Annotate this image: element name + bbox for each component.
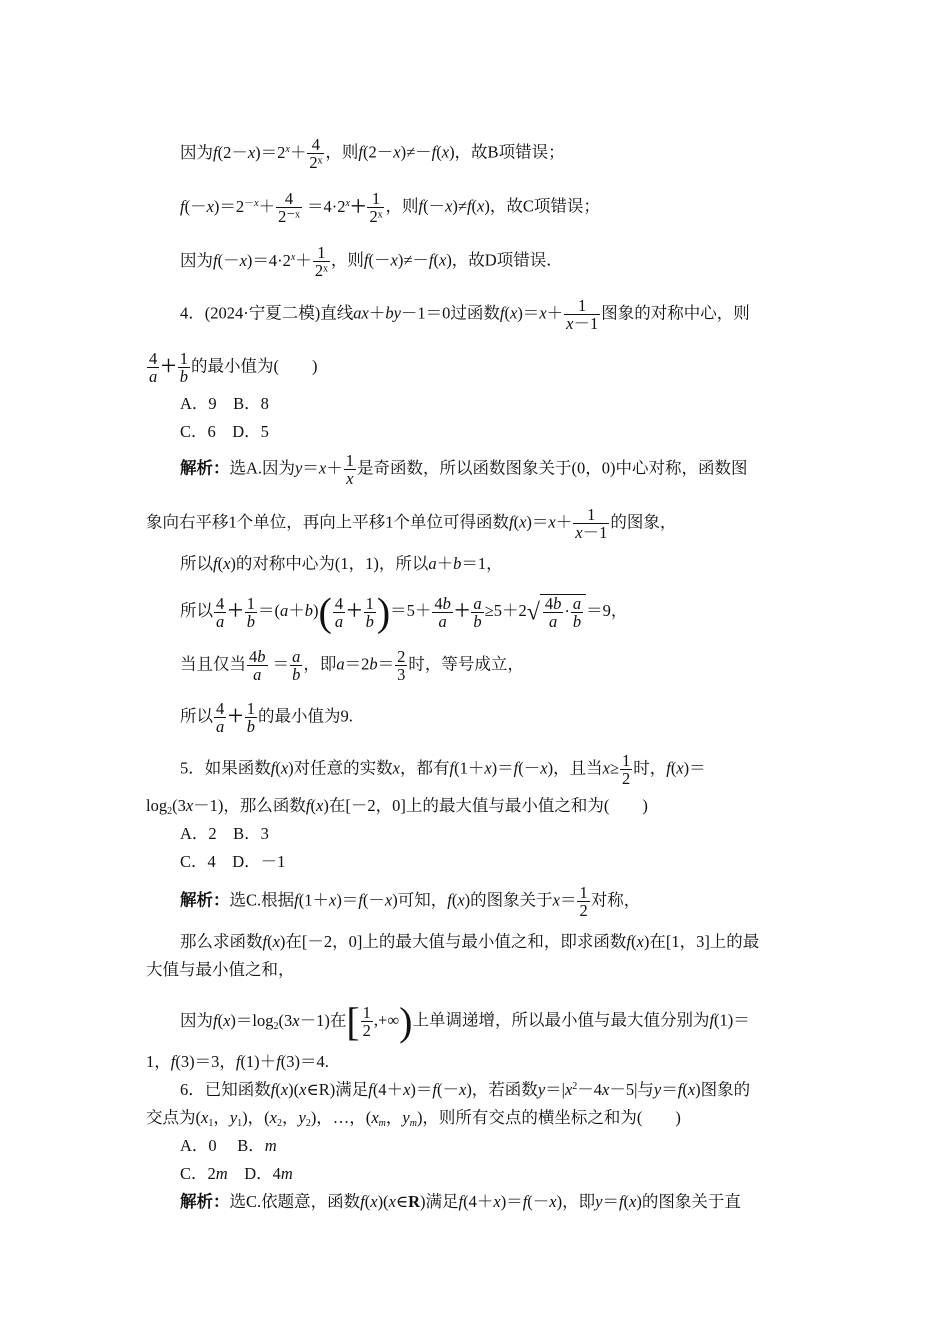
question-5-stem: 5．如果函数f(x)对任意的实数x，都有f(1＋x)＝f(－x)，且当x≥ $\frac{1}{2}$ 时，f(x)＝ [180, 751, 706, 789]
fraction: $\frac{1}{x}$ [345, 451, 354, 489]
question-5-analysis-5: 1，f(3)＝3，f(1)＋f(3)＝4. [146, 1052, 329, 1071]
fraction: $\frac{1}{\text{2ˣ}}$ [314, 243, 328, 281]
question-6-stem: 6．已知函数f(x)(x∈R)满足f(4＋x)＝f(－x)，若函数$y=|x^2-4x-5|$与y＝f(x)图象的 [180, 1080, 751, 1099]
question-4-options-cd: C．6 D．5 [180, 422, 269, 441]
question-4-stem-cont: $\frac{4}{a}$ ＋ $\frac{1}{b}$ 的最小值为( ) [149, 349, 318, 387]
question-4-analysis-5: 当且仅当 $\frac{4b}{a}$ ＝ $\frac{a}{b}$ ，即a＝2b＝ $\frac{2}{3}$ 时，等号成立， [180, 647, 524, 685]
solution-line-d: 因为$f(-x)=4\cdot 2^x+$ $\frac{1}{\text{2ˣ}}$ ，则f(－x)≠－f(x)，故D项错误． [180, 243, 563, 281]
fraction: $\frac{1}{x-1}$ [575, 505, 608, 543]
fraction: $\frac{1}{b}$ [179, 349, 188, 387]
fraction: $\frac{1}{\text{2ˣ}}$ [369, 189, 383, 227]
question-5-analysis-2: 那么求函数f(x)在[－2，0]上的最大值与最小值之和，即求函数f(x)在[1，3]上的最 [180, 932, 760, 951]
question-5-analysis-4: 因为$f(x)=\log_2(3x-1)$在[ $\frac{1}{2}$ ,+∞)上单调递增，所以最小值与最大值分别为f(1)＝ [180, 998, 750, 1044]
question-5-options-cd: C．4 D．－1 [180, 852, 286, 871]
fraction: $\frac{4}{\text{2ˣ}}$ [309, 135, 323, 173]
question-4-analysis-4: 所以 $\frac{4}{a}$ ＋ $\frac{1}{b}$ ＝(a＋b)( $\frac{4}{a}$ ＋ $\frac{1}{b}$ )＝5＋ $\frac{4b}{a}$ ＋ $\frac{a}{b}$ ≥5＋2√ $\frac{4b}{a}$ · $\frac{a}{b}$ ＝9， [180, 589, 628, 635]
fraction: $\frac{1}{x-1}$ [566, 296, 599, 334]
solution-line-b: 因为$f(2-x)=2^x+$ $\frac{4}{\text{2ˣ}}$ ，则f(2－x)≠－f(x)，故B项错误； [180, 135, 565, 173]
question-5-options-ab: A．2 B．3 [180, 824, 269, 843]
question-5-stem-cont: $\log_2(3x-1)$，那么函数f(x)在[－2，0]上的最大值与最小值之和为( ) [146, 796, 648, 817]
question-4-options-ab: A．9 B．8 [180, 394, 269, 413]
fraction: $\frac{4}{\text{2⁻ˣ}}$ [278, 189, 300, 227]
question-4-analysis-3: 所以f(x)的对称中心为(1，1)，所以a＋b＝1， [180, 554, 503, 573]
question-4-analysis-1: 解析：选A.因为y＝x＋ $\frac{1}{x}$ 是奇函数，所以函数图象关于(0，0)中心对称，函数图 [180, 451, 748, 489]
solution-line-c: $f(-x)=2^{-x}+$ $\frac{4}{\text{2⁻ˣ}}$ $=4\cdot 2^x+$ $\frac{1}{\text{2ˣ}}$ ，则f(－x)≠f(x)，故C项错误； [180, 189, 600, 227]
question-5-analysis-3: 大值与最小值之和， [146, 960, 295, 979]
question-4-analysis-6: 所以 $\frac{4}{a}$ ＋ $\frac{1}{b}$ 的最小值为9. [180, 699, 353, 737]
question-4-analysis-2: 象向右平移1个单位，再向上平移1个单位可得函数f(x)＝x＋ $\frac{1}{x-1}$ 的图象， [146, 505, 677, 543]
question-6-options-cd: C．2m D．4m [180, 1164, 293, 1183]
question-5-analysis-1: 解析：选C.根据f(1＋x)＝f(－x)可知，f(x)的图象关于x＝ $\frac{1}{2}$ 对称， [180, 883, 641, 921]
fraction: $\frac{4}{a}$ [149, 349, 158, 387]
question-4-stem: 4．(2024·宁夏二模)直线ax＋by－1＝0过函数f(x)＝x＋ $\frac{1}{x-1}$ 图象的对称中心，则 [180, 296, 750, 334]
question-6-analysis-1: 解析：选C.依题意，函数f(x)(x∈R)满足f(4＋x)＝f(－x)，即y＝f(x)的图象关于直 [180, 1192, 741, 1211]
question-6-stem-cont: 交点为($x_1$，$y_1$)，($x_2$，$y_2$)，…，($x_m$，$y_m$)，则所有交点的横坐标之和为( ) [146, 1108, 681, 1129]
question-6-options-ab: A．0 B．m [180, 1136, 277, 1155]
